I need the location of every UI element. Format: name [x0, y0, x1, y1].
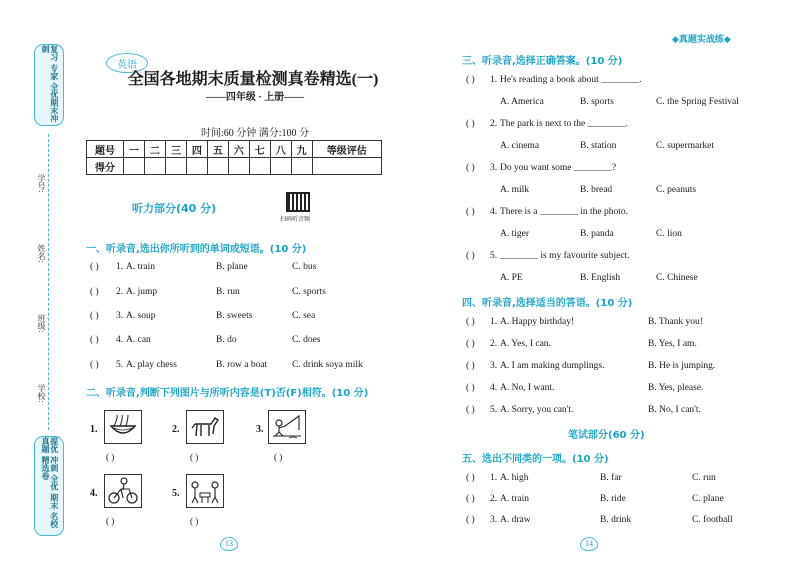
question-stem: He's reading a book about ________.: [500, 75, 642, 85]
question-row: [466, 361, 786, 375]
option-b: B. sports: [580, 97, 614, 107]
score-cell: 七: [249, 141, 270, 158]
question-stem-row: [466, 251, 766, 265]
brand-badge: 英语: [106, 53, 148, 73]
answer-blank[interactable]: ( ): [466, 119, 475, 129]
options-row: [466, 229, 786, 243]
answer-blank[interactable]: ( ): [466, 317, 475, 327]
answer-blank[interactable]: ( ): [90, 311, 99, 321]
option-c: C. lion: [656, 229, 682, 239]
question-stem-row: [466, 163, 766, 177]
option-a: A. can: [126, 335, 151, 345]
answer-blank[interactable]: ( ): [466, 494, 475, 504]
page-title: 全国各地期末质量检测真卷精选(一): [127, 71, 379, 88]
answer-blank[interactable]: ( ): [90, 262, 99, 272]
option-a: A. cinema: [500, 141, 540, 151]
answer-blank[interactable]: ( ): [466, 383, 475, 393]
answer-blank[interactable]: ( ): [90, 335, 99, 345]
answer-blank[interactable]: ( ): [190, 516, 199, 526]
side-badge-bottom: [34, 436, 64, 536]
option-a: A. milk: [500, 185, 530, 195]
option-c: C. supermarket: [656, 141, 715, 151]
name-field[interactable]: 姓名:: [37, 244, 46, 263]
option-c: C. plane: [692, 494, 724, 504]
answer-blank[interactable]: ( ): [466, 473, 475, 483]
option-a: A. I am making dumplings.: [500, 361, 605, 371]
option-c: C. Chinese: [656, 273, 698, 283]
answer-blank[interactable]: ( ): [466, 361, 475, 371]
option-b: B. bread: [580, 185, 613, 195]
option-b: B. He is jumping.: [648, 361, 716, 371]
page-number-right: 14: [580, 537, 598, 551]
question-number: 1.: [490, 473, 498, 483]
listening-title: 听力部分(40 分): [132, 202, 217, 215]
picture-box: [104, 474, 142, 508]
score-cell: 二: [145, 141, 166, 158]
options-row: [466, 141, 786, 155]
answer-blank[interactable]: ( ): [106, 516, 115, 526]
score-input-cell[interactable]: [312, 158, 381, 175]
option-b: B. Yes, please.: [648, 383, 704, 393]
option-c: C. sports: [292, 287, 326, 297]
side-badge-top: [34, 44, 64, 126]
option-c: C. sea: [292, 311, 316, 321]
option-c: C. run: [692, 473, 716, 483]
section1-heading: 一、听录音,选出你所听到的单词或短语。(10 分): [86, 244, 307, 255]
question-row: [90, 262, 390, 276]
option-a: A. America: [500, 97, 544, 107]
picture-number: 4.: [90, 488, 98, 499]
option-b: B. panda: [580, 229, 614, 239]
question-number: 5.: [490, 405, 498, 415]
option-a: A. Sorry, you can't.: [500, 405, 574, 415]
option-b: B. No, I can't.: [648, 405, 701, 415]
score-table-header-row: [87, 141, 382, 158]
score-input-cell[interactable]: [186, 158, 207, 175]
answer-blank[interactable]: ( ): [106, 452, 115, 462]
section2-heading: 二、听录音,判断下列图片与所听内容是(T)否(F)相符。(10 分): [86, 388, 369, 399]
score-input-cell[interactable]: [165, 158, 186, 175]
exam-meta: 时间:60 分钟 满分:100 分: [200, 128, 310, 139]
score-cell: 五: [207, 141, 228, 158]
options-row: [466, 97, 786, 111]
written-title: 笔试部分(60 分): [568, 430, 645, 441]
question-stem: The park is next to the ________.: [500, 119, 628, 129]
question-row: [90, 311, 390, 325]
question-number: 1.: [490, 75, 498, 85]
question-row: [466, 405, 786, 419]
option-a: A. tiger: [500, 229, 530, 239]
cyclist-icon: [107, 477, 139, 505]
question-number: 4.: [490, 383, 498, 393]
option-b: B. English: [580, 273, 621, 283]
answer-blank[interactable]: ( ): [466, 251, 475, 261]
picture-number: 5.: [172, 488, 180, 499]
option-b: B. far: [600, 473, 622, 483]
question-row: [90, 287, 390, 301]
option-a: A. No, I want.: [500, 383, 555, 393]
student-id-field[interactable]: 学号:: [37, 174, 46, 193]
question-stem-row: [466, 207, 766, 221]
side-dashed-line: [48, 134, 49, 430]
question-stem-row: [466, 119, 766, 133]
section5-heading: 五、选出不同类的一项。(10 分): [462, 454, 609, 465]
question-row: [466, 515, 786, 529]
score-cell: 八: [270, 141, 291, 158]
option-c: C. peanuts: [656, 185, 697, 195]
score-row-label: 得分: [87, 158, 124, 175]
question-row: [466, 317, 786, 331]
answer-blank[interactable]: ( ): [274, 452, 283, 462]
score-input-cell[interactable]: [145, 158, 166, 175]
question-number: 3.: [116, 311, 124, 321]
option-b: B. row a boat: [216, 360, 268, 370]
option-a: A. train: [500, 494, 530, 504]
question-number: 3.: [490, 163, 498, 173]
score-cell: 六: [228, 141, 249, 158]
school-field[interactable]: 学校:: [37, 384, 46, 403]
answer-blank[interactable]: ( ): [190, 452, 199, 462]
score-input-cell[interactable]: [207, 158, 228, 175]
question-number: 2.: [490, 494, 498, 504]
options-row: [466, 185, 786, 199]
question-number: 2.: [116, 287, 124, 297]
answer-blank[interactable]: ( ): [90, 360, 99, 370]
noodles-icon: [108, 414, 138, 440]
score-input-cell[interactable]: [291, 158, 312, 175]
option-b: B. Thank you!: [648, 317, 703, 327]
score-cell: 题号: [87, 141, 124, 158]
question-row: [466, 473, 786, 487]
options-row: [466, 273, 786, 287]
option-a: A. PE: [500, 273, 523, 283]
answer-blank[interactable]: ( ): [466, 515, 475, 525]
page-number-left: 13: [220, 537, 238, 551]
picture-box: [104, 410, 142, 444]
question-row: [90, 335, 390, 349]
option-a: A. soup: [126, 311, 156, 321]
option-b: B. Yes, I am.: [648, 339, 697, 349]
score-cell: 四: [186, 141, 207, 158]
option-a: A. high: [500, 473, 529, 483]
option-c: C. bus: [292, 262, 317, 272]
option-c: C. drink soya milk: [292, 360, 363, 370]
question-number: 1.: [490, 317, 498, 327]
option-b: B. do: [216, 335, 237, 345]
picture-number: 1.: [90, 424, 98, 435]
score-cell: 九: [291, 141, 312, 158]
score-input-cell[interactable]: [124, 158, 145, 175]
option-b: B. ride: [600, 494, 626, 504]
chess-players-icon: [189, 477, 221, 505]
practice-ribbon: ◆真题实战练◆: [672, 35, 731, 45]
side-strip: [34, 44, 64, 536]
answer-blank[interactable]: ( ): [466, 405, 475, 415]
question-stem: Do you want some ________?: [500, 163, 617, 173]
qr-label: 扫码听音频: [280, 216, 311, 223]
option-a: A. jump: [126, 287, 158, 297]
score-input-cell[interactable]: [270, 158, 291, 175]
score-input-cell[interactable]: [228, 158, 249, 175]
question-number: 5.: [490, 251, 498, 261]
score-table: [86, 140, 382, 175]
question-number: 5.: [116, 360, 124, 370]
fishing-icon: [271, 414, 303, 440]
score-cell: 等级评估: [312, 141, 381, 158]
section3-heading: 三、听录音,选择正确答案。(10 分): [462, 56, 623, 67]
class-field[interactable]: 班级:: [37, 314, 46, 333]
picture-number: 3.: [256, 424, 264, 435]
question-row: [90, 360, 390, 374]
horse-icon: [189, 414, 221, 440]
question-stem: ________ is my favourite subject.: [500, 251, 630, 261]
question-stem-row: [466, 75, 766, 89]
score-table-score-row: [87, 158, 382, 175]
option-b: B. run: [216, 287, 240, 297]
answer-blank[interactable]: ( ): [466, 207, 475, 217]
page-subtitle: ——四年级 · 上册——: [205, 92, 305, 103]
picture-box: [186, 474, 224, 508]
qr-code-icon[interactable]: [286, 192, 310, 212]
option-c: C. the Spring Festival: [656, 97, 739, 107]
option-a: A. draw: [500, 515, 531, 525]
question-number: 3.: [490, 361, 498, 371]
score-cell: 一: [124, 141, 145, 158]
answer-blank[interactable]: ( ): [90, 287, 99, 297]
option-a: A. train: [126, 262, 156, 272]
picture-box: [186, 410, 224, 444]
option-b: B. station: [580, 141, 617, 151]
question-number: 1.: [116, 262, 124, 272]
question-row: [466, 494, 786, 508]
answer-blank[interactable]: ( ): [466, 339, 475, 349]
answer-blank[interactable]: ( ): [466, 75, 475, 85]
option-c: C. does: [292, 335, 321, 345]
section4-heading: 四、听录音,选择适当的答语。(10 分): [462, 298, 633, 309]
picture-box: [268, 410, 306, 444]
question-number: 2.: [490, 119, 498, 129]
side-top-label: 复习 专家 全优期末冲刺: [41, 45, 59, 123]
question-row: [466, 383, 786, 397]
question-number: 4.: [116, 335, 124, 345]
answer-blank[interactable]: ( ): [466, 163, 475, 173]
option-a: A. play chess: [126, 360, 177, 370]
option-a: A. Yes, I can.: [500, 339, 551, 349]
picture-number: 2.: [172, 424, 180, 435]
question-number: 4.: [490, 207, 498, 217]
question-stem: There is a ________ in the photo.: [500, 207, 628, 217]
score-input-cell[interactable]: [249, 158, 270, 175]
side-bottom-label: 提优 冲刺 全优 期末 名校真题 精选卷: [41, 437, 59, 529]
option-b: B. sweets: [216, 311, 253, 321]
option-b: B. plane: [216, 262, 248, 272]
question-row: [466, 339, 786, 353]
option-c: C. football: [692, 515, 733, 525]
question-number: 3.: [490, 515, 498, 525]
score-cell: 三: [165, 141, 186, 158]
question-number: 2.: [490, 339, 498, 349]
option-a: A. Happy birthday!: [500, 317, 575, 327]
option-b: B. drink: [600, 515, 632, 525]
